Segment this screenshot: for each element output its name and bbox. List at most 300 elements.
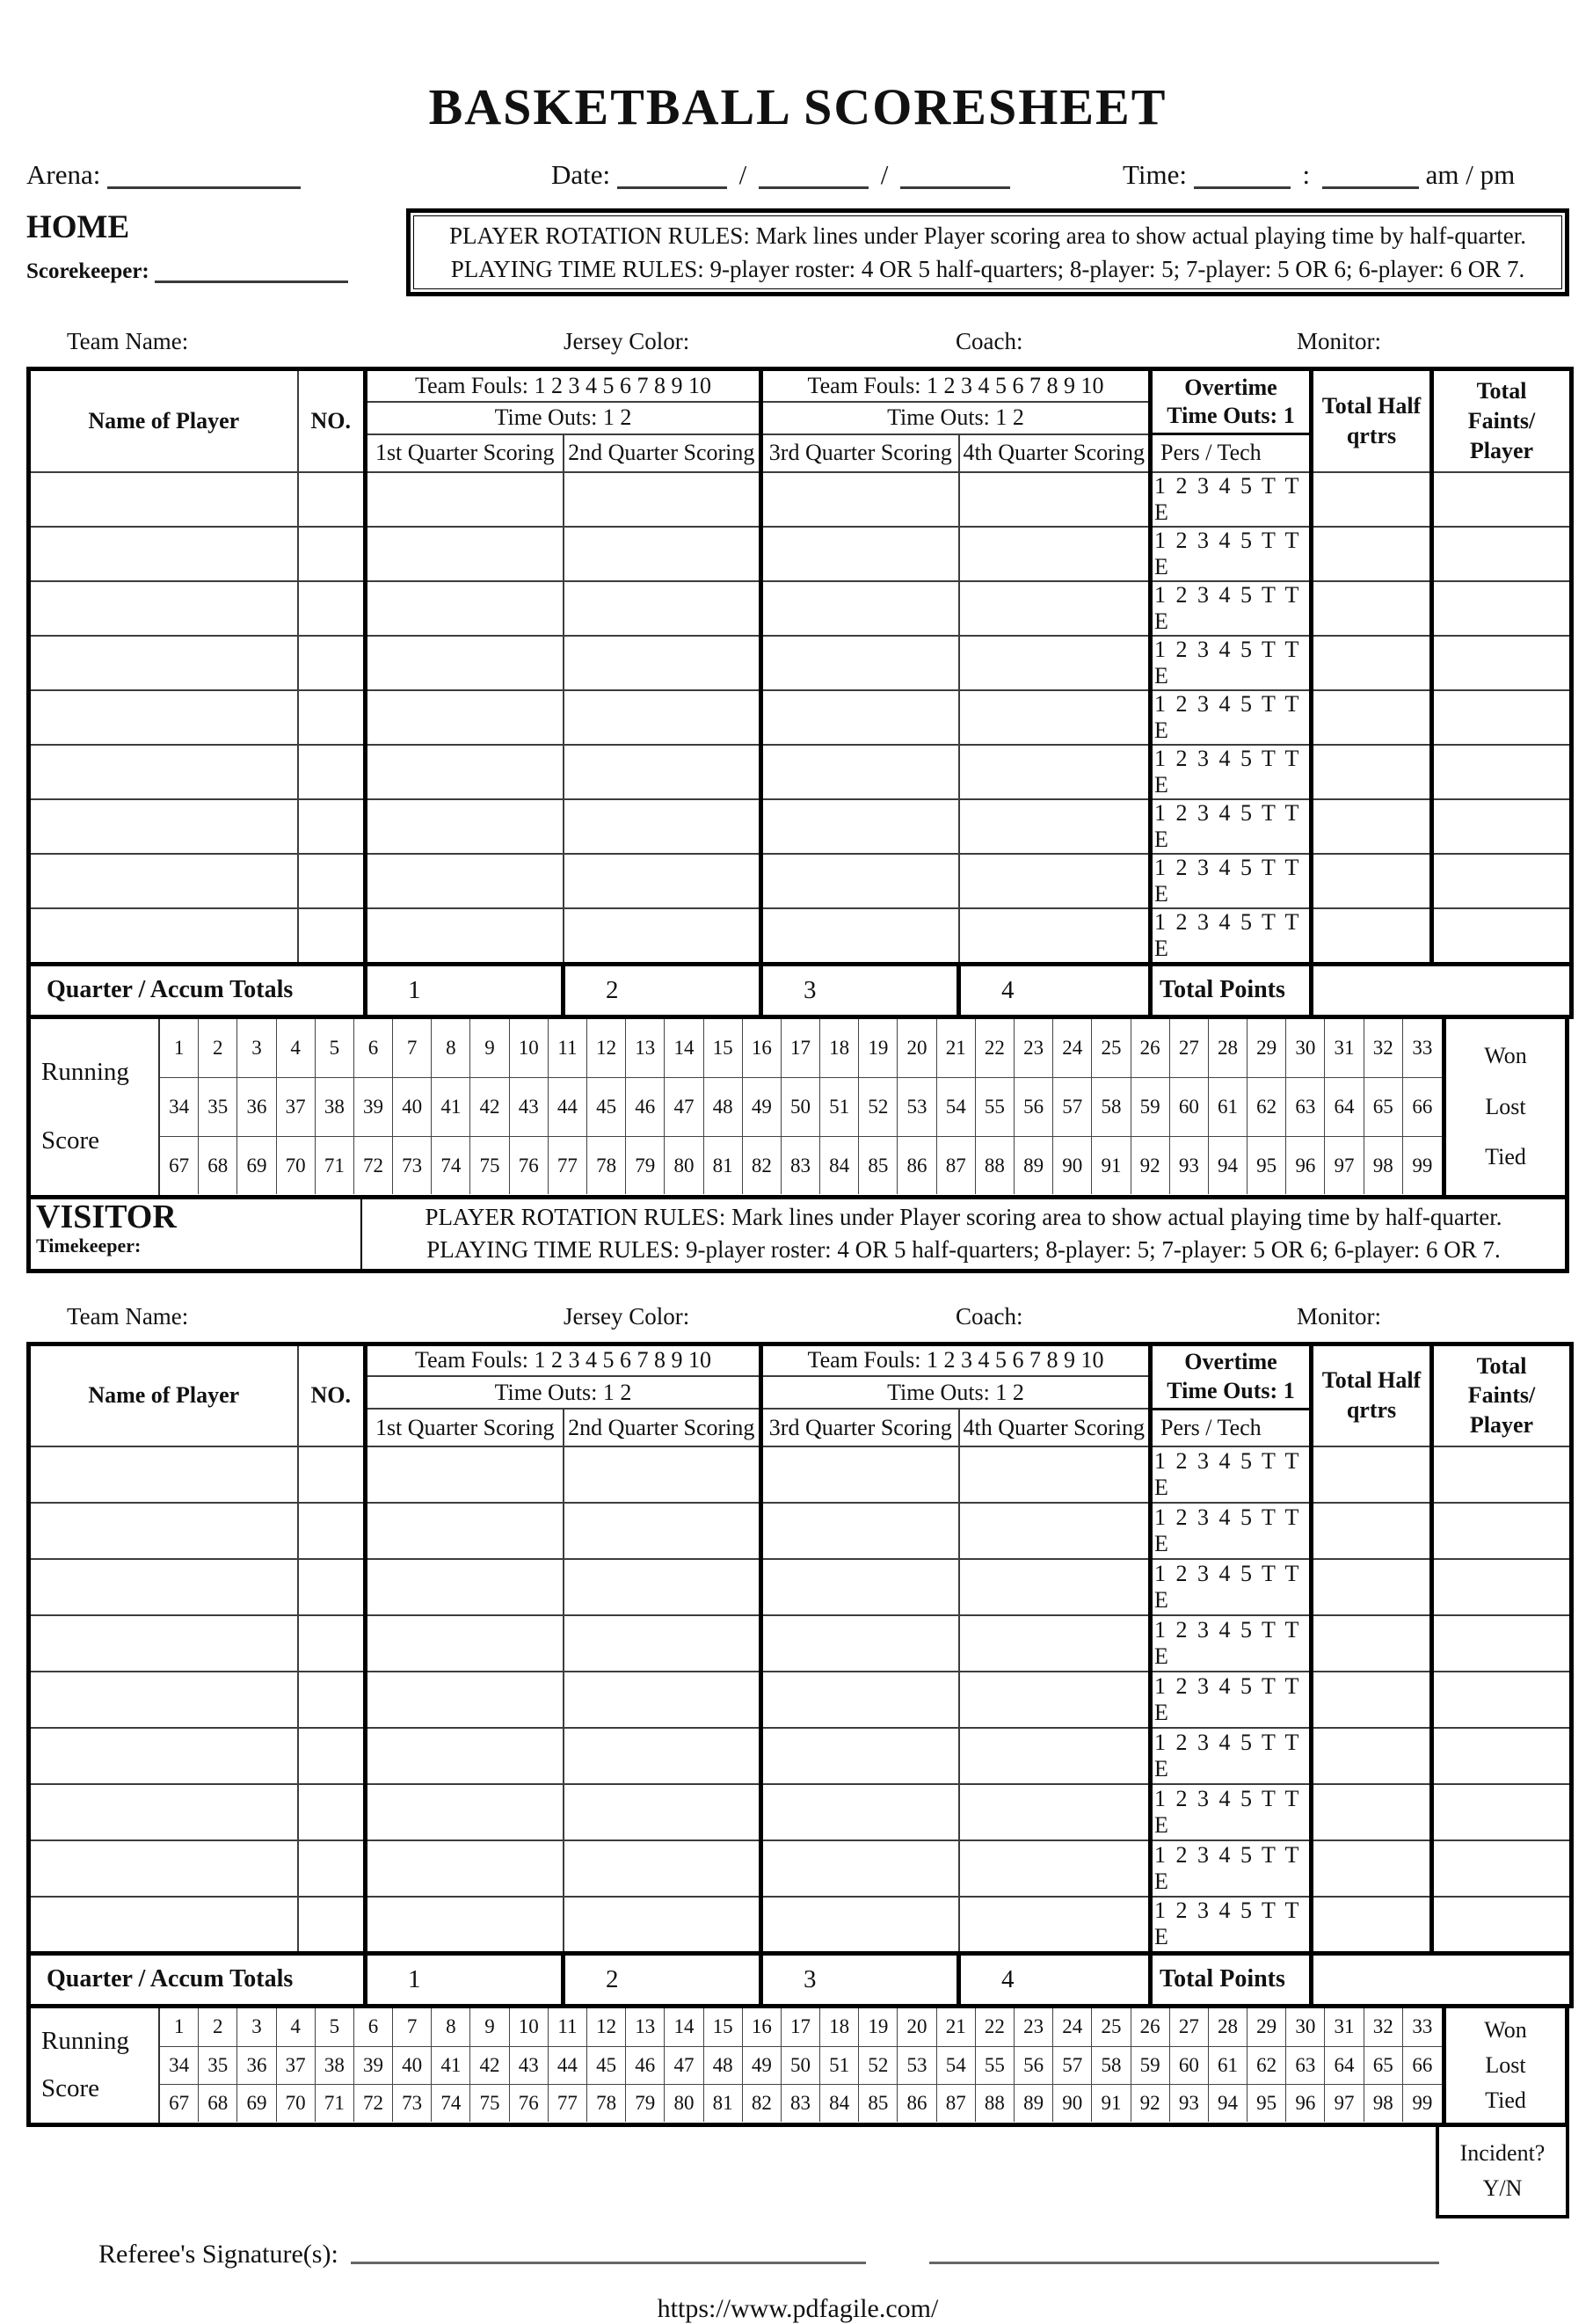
quarter3-scoring-cell[interactable]: [761, 636, 959, 690]
running-score-cell[interactable]: 57: [1053, 2046, 1092, 2084]
running-score-cell[interactable]: 61: [1209, 1077, 1247, 1136]
quarter4-scoring-cell[interactable]: [959, 745, 1151, 799]
running-score-cell[interactable]: 69: [237, 2084, 276, 2122]
quarter3-scoring-cell[interactable]: [761, 1672, 959, 1728]
running-score-cell[interactable]: 66: [1403, 2046, 1442, 2084]
player-number-cell[interactable]: [298, 908, 366, 965]
quarter4-scoring-cell[interactable]: [959, 1615, 1151, 1672]
quarter1-scoring-cell[interactable]: [366, 1615, 564, 1672]
quarter2-scoring-cell[interactable]: [564, 1672, 761, 1728]
running-score-cell[interactable]: 61: [1209, 2046, 1247, 2084]
total-points-entry-cell[interactable]: [1312, 1953, 1572, 2006]
personal-technical-fouls-cell[interactable]: 1 2 3 4 5 T T E: [1151, 1446, 1312, 1503]
total-points-entry-cell[interactable]: [1312, 964, 1572, 1016]
running-score-cell[interactable]: 70: [277, 1136, 316, 1195]
running-score-cell[interactable]: 35: [199, 2046, 237, 2084]
running-score-cell[interactable]: 22: [976, 1019, 1015, 1078]
total-faints-cell[interactable]: [1432, 527, 1572, 581]
player-number-cell[interactable]: [298, 1728, 366, 1784]
running-score-cell[interactable]: 11: [549, 2008, 587, 2046]
running-score-cell[interactable]: 39: [354, 1077, 393, 1136]
quarter4-scoring-cell[interactable]: [959, 1840, 1151, 1897]
running-score-cell[interactable]: 57: [1053, 1077, 1092, 1136]
quarter4-scoring-cell[interactable]: [959, 1728, 1151, 1784]
running-score-cell[interactable]: 81: [704, 1136, 743, 1195]
total-faints-cell[interactable]: [1432, 799, 1572, 854]
running-score-cell[interactable]: 3: [237, 1019, 276, 1078]
running-score-cell[interactable]: 9: [470, 1019, 509, 1078]
arena-blank[interactable]: [107, 163, 301, 189]
running-score-cell[interactable]: 92: [1131, 1136, 1170, 1195]
running-score-cell[interactable]: 76: [510, 2084, 549, 2122]
quarter3-scoring-cell[interactable]: [761, 690, 959, 745]
running-score-cell[interactable]: 47: [665, 1077, 703, 1136]
running-score-cell[interactable]: 5: [316, 1019, 354, 1078]
running-score-cell[interactable]: 31: [1325, 1019, 1364, 1078]
running-score-cell[interactable]: 88: [976, 2084, 1015, 2122]
running-score-cell[interactable]: 93: [1170, 2084, 1209, 2122]
running-score-cell[interactable]: 84: [820, 1136, 859, 1195]
running-score-cell[interactable]: 91: [1092, 2084, 1131, 2122]
quarter4-scoring-cell[interactable]: [959, 527, 1151, 581]
running-score-cell[interactable]: 27: [1170, 1019, 1209, 1078]
quarter2-scoring-cell[interactable]: [564, 1840, 761, 1897]
running-score-cell[interactable]: 10: [510, 1019, 549, 1078]
overtime-timeouts-header[interactable]: [1151, 1344, 1312, 1409]
scorekeeper-blank[interactable]: [155, 257, 348, 283]
running-score-cell[interactable]: 28: [1209, 2008, 1247, 2046]
running-score-cell[interactable]: 49: [743, 1077, 782, 1136]
quarter1-scoring-cell[interactable]: [366, 1503, 564, 1559]
running-score-cell[interactable]: 81: [704, 2084, 743, 2122]
quarter3-scoring-cell[interactable]: [761, 799, 959, 854]
running-score-cell[interactable]: 4: [277, 1019, 316, 1078]
running-score-cell[interactable]: 17: [782, 1019, 820, 1078]
quarter2-scoring-cell[interactable]: [564, 1615, 761, 1672]
quarter3-total-cell[interactable]: 3: [761, 964, 959, 1016]
quarter3-scoring-cell[interactable]: [761, 527, 959, 581]
running-score-cell[interactable]: 92: [1131, 2084, 1170, 2122]
quarter3-scoring-cell[interactable]: [761, 1840, 959, 1897]
quarter3-scoring-cell[interactable]: [761, 854, 959, 908]
player-number-cell[interactable]: [298, 1897, 366, 1953]
quarter2-scoring-cell[interactable]: [564, 1897, 761, 1953]
quarter3-scoring-cell[interactable]: [761, 1615, 959, 1672]
running-score-cell[interactable]: 30: [1286, 1019, 1325, 1078]
running-score-cell[interactable]: 63: [1286, 1077, 1325, 1136]
running-score-cell[interactable]: 75: [470, 2084, 509, 2122]
running-score-cell[interactable]: 32: [1364, 2008, 1403, 2046]
player-number-cell[interactable]: [298, 745, 366, 799]
running-score-cell[interactable]: 91: [1092, 1136, 1131, 1195]
total-half-quarters-cell[interactable]: [1312, 854, 1432, 908]
running-score-cell[interactable]: 33: [1412, 2015, 1433, 2038]
running-score-cell[interactable]: 56: [1015, 1077, 1053, 1136]
quarter4-scoring-cell[interactable]: [959, 1446, 1151, 1503]
running-score-cell[interactable]: 97: [1325, 2084, 1364, 2122]
time-minute-blank[interactable]: [1322, 163, 1419, 189]
quarter4-scoring-cell[interactable]: [959, 581, 1151, 636]
personal-technical-fouls-cell[interactable]: 1 2 3 4 5 T T E: [1151, 745, 1312, 799]
player-number-cell[interactable]: [298, 1446, 366, 1503]
running-score-cell[interactable]: 38: [316, 2046, 354, 2084]
running-score-cell[interactable]: 11: [549, 1019, 587, 1078]
personal-technical-fouls-cell[interactable]: 1 2 3 4 5 T T E: [1151, 854, 1312, 908]
running-score-cell[interactable]: 79: [626, 1136, 665, 1195]
result-tied[interactable]: Tied: [1485, 1144, 1526, 1169]
running-score-cell[interactable]: 34: [160, 2046, 199, 2084]
quarter4-total-cell[interactable]: 4: [959, 964, 1151, 1016]
result-won[interactable]: Won: [1484, 1043, 1527, 1068]
quarter1-total-cell[interactable]: 1: [366, 964, 564, 1016]
total-half-quarters-cell[interactable]: [1312, 1446, 1432, 1503]
quarter4-scoring-cell[interactable]: [959, 1672, 1151, 1728]
total-faints-cell[interactable]: [1432, 1615, 1572, 1672]
total-half-quarters-cell[interactable]: [1312, 1897, 1432, 1953]
running-score-cell[interactable]: 45: [587, 1077, 626, 1136]
quarter4-scoring-cell[interactable]: [959, 1784, 1151, 1840]
total-half-quarters-cell[interactable]: [1312, 1840, 1432, 1897]
result-won[interactable]: Won: [1484, 2016, 1527, 2043]
quarter2-scoring-cell[interactable]: [564, 690, 761, 745]
quarter3-scoring-cell[interactable]: [761, 1559, 959, 1615]
running-score-cell[interactable]: 42: [470, 1077, 509, 1136]
running-score-cell[interactable]: 78: [587, 1136, 626, 1195]
running-score-cell[interactable]: 70: [277, 2084, 316, 2122]
running-score-cell[interactable]: 56: [1015, 2046, 1053, 2084]
running-score-cell[interactable]: 78: [587, 2084, 626, 2122]
running-score-cell[interactable]: 87: [937, 2084, 976, 2122]
player-number-cell[interactable]: [298, 472, 366, 527]
running-score-cell[interactable]: 19: [859, 1019, 898, 1078]
total-faints-cell[interactable]: [1432, 1446, 1572, 1503]
timeouts-header-second-half[interactable]: Time Outs: 1 2: [761, 402, 1151, 434]
personal-technical-fouls-cell[interactable]: 1 2 3 4 5 T T E: [1151, 1615, 1312, 1672]
quarter3-total-cell[interactable]: 3: [761, 1953, 959, 2006]
total-faints-cell[interactable]: [1432, 636, 1572, 690]
running-score-cell[interactable]: 79: [626, 2084, 665, 2122]
quarter2-total-cell[interactable]: 2: [564, 964, 761, 1016]
quarter2-scoring-cell[interactable]: [564, 1559, 761, 1615]
total-half-quarters-cell[interactable]: [1312, 1672, 1432, 1728]
personal-technical-fouls-cell[interactable]: 1 2 3 4 5 T T E: [1151, 636, 1312, 690]
running-score-cell[interactable]: 68: [199, 2084, 237, 2122]
running-score-cell[interactable]: 71: [316, 2084, 354, 2122]
running-score-cell[interactable]: 37: [277, 1077, 316, 1136]
quarter1-scoring-cell[interactable]: [366, 527, 564, 581]
player-name-cell[interactable]: [29, 908, 298, 965]
quarter1-scoring-cell[interactable]: [366, 1840, 564, 1897]
running-score-cell[interactable]: 13: [626, 2008, 665, 2046]
running-score-cell[interactable]: 24: [1053, 1019, 1092, 1078]
quarter4-scoring-cell[interactable]: [959, 690, 1151, 745]
running-score-cell[interactable]: 29: [1247, 1019, 1286, 1078]
running-score-cell[interactable]: 93: [1170, 1136, 1209, 1195]
quarter1-scoring-cell[interactable]: [366, 1559, 564, 1615]
running-score-cell[interactable]: 35: [199, 1077, 237, 1136]
quarter1-scoring-cell[interactable]: [366, 1897, 564, 1953]
timeouts-header-second-half[interactable]: Time Outs: 1 2: [761, 1376, 1151, 1409]
quarter1-scoring-cell[interactable]: [366, 908, 564, 965]
running-score-cell[interactable]: 37: [277, 2046, 316, 2084]
quarter2-scoring-cell[interactable]: [564, 1503, 761, 1559]
player-name-cell[interactable]: [29, 527, 298, 581]
quarter2-scoring-cell[interactable]: [564, 472, 761, 527]
player-name-cell[interactable]: [29, 1503, 298, 1559]
running-score-cell[interactable]: 15: [704, 2008, 743, 2046]
quarter3-scoring-cell[interactable]: [761, 472, 959, 527]
running-score-cell[interactable]: 26: [1131, 1019, 1170, 1078]
running-score-cell[interactable]: 64: [1325, 2046, 1364, 2084]
timeouts-header-first-half[interactable]: Time Outs: 1 2: [366, 1376, 761, 1409]
running-score-cell[interactable]: 77: [549, 1136, 587, 1195]
running-score-cell[interactable]: 51: [820, 2046, 859, 2084]
running-score-cell[interactable]: 69: [237, 1136, 276, 1195]
quarter2-scoring-cell[interactable]: [564, 636, 761, 690]
quarter2-scoring-cell[interactable]: [564, 527, 761, 581]
running-score-cell[interactable]: 43: [510, 1077, 549, 1136]
running-score-cell[interactable]: 82: [743, 1136, 782, 1195]
player-name-cell[interactable]: [29, 1784, 298, 1840]
quarter3-scoring-cell[interactable]: [761, 745, 959, 799]
running-score-cell[interactable]: 5: [316, 2008, 354, 2046]
total-faints-cell[interactable]: [1432, 854, 1572, 908]
running-score-cell[interactable]: 21: [937, 2008, 976, 2046]
running-score-cell[interactable]: 27: [1170, 2008, 1209, 2046]
quarter4-scoring-cell[interactable]: [959, 1897, 1151, 1953]
running-score-cell[interactable]: 62: [1247, 1077, 1286, 1136]
running-score-cell[interactable]: 77: [549, 2084, 587, 2122]
referee-signature-line-2[interactable]: [929, 2262, 1439, 2264]
running-score-cell[interactable]: 72: [354, 1136, 393, 1195]
running-score-cell[interactable]: 88: [976, 1136, 1015, 1195]
quarter3-scoring-cell[interactable]: [761, 581, 959, 636]
running-score-cell[interactable]: 60: [1170, 1077, 1209, 1136]
running-score-cell[interactable]: 83: [782, 2084, 820, 2122]
quarter1-scoring-cell[interactable]: [366, 472, 564, 527]
total-half-quarters-cell[interactable]: [1312, 1503, 1432, 1559]
player-name-cell[interactable]: [29, 581, 298, 636]
running-score-cell[interactable]: 23: [1015, 2008, 1053, 2046]
player-number-cell[interactable]: [298, 527, 366, 581]
running-score-cell[interactable]: 82: [743, 2084, 782, 2122]
personal-technical-fouls-cell[interactable]: 1 2 3 4 5 T T E: [1151, 1672, 1312, 1728]
quarter3-scoring-cell[interactable]: [761, 1784, 959, 1840]
running-score-cell[interactable]: 86: [898, 2084, 936, 2122]
personal-technical-fouls-cell[interactable]: 1 2 3 4 5 T T E: [1151, 1503, 1312, 1559]
player-name-cell[interactable]: [29, 1728, 298, 1784]
quarter3-scoring-cell[interactable]: [761, 908, 959, 965]
total-faints-cell[interactable]: [1432, 581, 1572, 636]
running-score-cell[interactable]: 62: [1247, 2046, 1286, 2084]
running-score-cell[interactable]: 40: [393, 1077, 432, 1136]
running-score-cell[interactable]: 16: [743, 2008, 782, 2046]
running-score-cell[interactable]: 63: [1286, 2046, 1325, 2084]
quarter1-scoring-cell[interactable]: [366, 1672, 564, 1728]
date-day-blank[interactable]: [759, 163, 869, 189]
personal-technical-fouls-cell[interactable]: 1 2 3 4 5 T T E: [1151, 1840, 1312, 1897]
running-score-cell[interactable]: 98: [1364, 2084, 1403, 2122]
personal-technical-fouls-cell[interactable]: 1 2 3 4 5 T T E: [1151, 1559, 1312, 1615]
running-score-cell[interactable]: 95: [1247, 2084, 1286, 2122]
running-score-cell[interactable]: 72: [354, 2084, 393, 2122]
player-name-cell[interactable]: [29, 636, 298, 690]
quarter2-total-cell[interactable]: 2: [564, 1953, 761, 2006]
running-score-cell[interactable]: 21: [937, 1019, 976, 1078]
quarter2-scoring-cell[interactable]: [564, 799, 761, 854]
running-score-cell[interactable]: 99: [1403, 2084, 1442, 2122]
running-score-cell[interactable]: 83: [782, 1136, 820, 1195]
running-score-cell[interactable]: 52: [859, 2046, 898, 2084]
running-score-cell[interactable]: 55: [976, 2046, 1015, 2084]
date-year-blank[interactable]: [900, 163, 1010, 189]
running-score-cell[interactable]: 97: [1325, 1136, 1364, 1195]
quarter2-scoring-cell[interactable]: [564, 1446, 761, 1503]
running-score-cell[interactable]: 52: [859, 1077, 898, 1136]
running-score-cell[interactable]: 7: [393, 2008, 432, 2046]
player-number-cell[interactable]: [298, 1615, 366, 1672]
total-half-quarters-cell[interactable]: [1312, 799, 1432, 854]
player-number-cell[interactable]: [298, 581, 366, 636]
personal-technical-fouls-cell[interactable]: 1 2 3 4 5 T T E: [1151, 527, 1312, 581]
running-score-cell[interactable]: 65: [1364, 2046, 1403, 2084]
personal-technical-fouls-cell[interactable]: 1 2 3 4 5 T T E: [1151, 472, 1312, 527]
player-name-cell[interactable]: [29, 799, 298, 854]
running-score-cell[interactable]: 45: [587, 2046, 626, 2084]
total-faints-cell[interactable]: [1432, 745, 1572, 799]
player-name-cell[interactable]: [29, 1897, 298, 1953]
quarter1-scoring-cell[interactable]: [366, 1446, 564, 1503]
total-faints-cell[interactable]: [1432, 1784, 1572, 1840]
player-name-cell[interactable]: [29, 1840, 298, 1897]
player-name-cell[interactable]: [29, 854, 298, 908]
quarter3-scoring-cell[interactable]: [761, 1897, 959, 1953]
running-score-cell[interactable]: 73: [393, 2084, 432, 2122]
ampm-label[interactable]: am / pm: [1425, 159, 1516, 190]
running-score-cell[interactable]: 23: [1015, 1019, 1053, 1078]
running-score-cell[interactable]: 54: [937, 2046, 976, 2084]
player-number-cell[interactable]: [298, 636, 366, 690]
running-score-cell[interactable]: 41: [432, 1077, 470, 1136]
running-score-cell[interactable]: 74: [432, 2084, 470, 2122]
running-score-cell[interactable]: 20: [898, 2008, 936, 2046]
timeouts-header-first-half[interactable]: Time Outs: 1 2: [366, 402, 761, 434]
running-score-cell[interactable]: 44: [549, 2046, 587, 2084]
total-faints-cell[interactable]: [1432, 1672, 1572, 1728]
result-lost[interactable]: Lost: [1485, 1093, 1526, 1119]
total-half-quarters-cell[interactable]: [1312, 1784, 1432, 1840]
personal-technical-fouls-cell[interactable]: 1 2 3 4 5 T T E: [1151, 1784, 1312, 1840]
quarter3-scoring-cell[interactable]: [761, 1503, 959, 1559]
running-score-cell[interactable]: 14: [665, 2008, 703, 2046]
incident-yn-label[interactable]: Y/N: [1482, 2175, 1523, 2201]
running-score-cell[interactable]: 17: [782, 2008, 820, 2046]
quarter3-scoring-cell[interactable]: [761, 1446, 959, 1503]
running-score-cell[interactable]: 48: [704, 1077, 743, 1136]
running-score-cell[interactable]: 85: [859, 1136, 898, 1195]
player-name-cell[interactable]: [29, 1615, 298, 1672]
personal-technical-fouls-cell[interactable]: 1 2 3 4 5 T T E: [1151, 690, 1312, 745]
running-score-cell[interactable]: 99: [1403, 1136, 1442, 1195]
quarter1-scoring-cell[interactable]: [366, 1784, 564, 1840]
running-score-cell[interactable]: 33: [1412, 1036, 1433, 1059]
team-fouls-header-first-half[interactable]: Team Fouls: 1 2 3 4 5 6 7 8 9 10: [366, 1344, 761, 1376]
running-score-cell[interactable]: 2: [199, 1019, 237, 1078]
running-score-cell[interactable]: 50: [782, 2046, 820, 2084]
running-score-cell[interactable]: 7: [393, 1019, 432, 1078]
result-tied[interactable]: Tied: [1485, 2087, 1526, 2113]
running-score-cell[interactable]: 73: [393, 1136, 432, 1195]
running-score-cell[interactable]: 50: [782, 1077, 820, 1136]
total-half-quarters-cell[interactable]: [1312, 745, 1432, 799]
running-score-cell[interactable]: 42: [470, 2046, 509, 2084]
total-half-quarters-cell[interactable]: [1312, 581, 1432, 636]
player-number-cell[interactable]: [298, 799, 366, 854]
running-score-cell[interactable]: 94: [1209, 1136, 1247, 1195]
running-score-cell[interactable]: 67: [160, 2084, 199, 2122]
running-score-cell[interactable]: 4: [277, 2008, 316, 2046]
referee-signature-line-1[interactable]: [351, 2262, 866, 2264]
team-fouls-header-first-half[interactable]: Team Fouls: 1 2 3 4 5 6 7 8 9 10: [366, 369, 761, 402]
running-score-cell[interactable]: 48: [704, 2046, 743, 2084]
running-score-cell[interactable]: 85: [859, 2084, 898, 2122]
running-score-cell[interactable]: 90: [1053, 2084, 1092, 2122]
running-score-cell[interactable]: 59: [1131, 1077, 1170, 1136]
total-half-quarters-cell[interactable]: [1312, 636, 1432, 690]
running-score-cell[interactable]: 41: [432, 2046, 470, 2084]
running-score-cell[interactable]: 89: [1015, 1136, 1053, 1195]
quarter1-scoring-cell[interactable]: [366, 745, 564, 799]
quarter1-scoring-cell[interactable]: [366, 636, 564, 690]
total-faints-cell[interactable]: [1432, 1728, 1572, 1784]
running-score-cell[interactable]: 53: [898, 1077, 936, 1136]
running-score-cell[interactable]: 66: [1403, 1077, 1442, 1136]
running-score-cell[interactable]: 64: [1325, 1077, 1364, 1136]
running-score-cell[interactable]: 43: [510, 2046, 549, 2084]
total-half-quarters-cell[interactable]: [1312, 908, 1432, 965]
personal-technical-fouls-cell[interactable]: 1 2 3 4 5 T T E: [1151, 1897, 1312, 1953]
running-score-cell[interactable]: 40: [393, 2046, 432, 2084]
quarter4-scoring-cell[interactable]: [959, 636, 1151, 690]
personal-technical-fouls-cell[interactable]: 1 2 3 4 5 T T E: [1151, 1728, 1312, 1784]
quarter4-scoring-cell[interactable]: [959, 854, 1151, 908]
running-score-cell[interactable]: 28: [1209, 1019, 1247, 1078]
player-number-cell[interactable]: [298, 854, 366, 908]
player-name-cell[interactable]: [29, 1559, 298, 1615]
time-hour-blank[interactable]: [1194, 163, 1291, 189]
player-name-cell[interactable]: [29, 1446, 298, 1503]
running-score-cell[interactable]: 8: [432, 1019, 470, 1078]
running-score-cell[interactable]: 8: [432, 2008, 470, 2046]
running-score-cell[interactable]: 46: [626, 2046, 665, 2084]
running-score-cell[interactable]: 3: [237, 2008, 276, 2046]
running-score-cell[interactable]: 96: [1286, 2084, 1325, 2122]
total-half-quarters-cell[interactable]: [1312, 690, 1432, 745]
running-score-cell[interactable]: 18: [820, 1019, 859, 1078]
running-score-cell[interactable]: 36: [237, 1077, 276, 1136]
running-score-cell[interactable]: 2: [199, 2008, 237, 2046]
personal-technical-fouls-cell[interactable]: 1 2 3 4 5 T T E: [1151, 799, 1312, 854]
running-score-cell[interactable]: 31: [1325, 2008, 1364, 2046]
player-name-cell[interactable]: [29, 1672, 298, 1728]
running-score-cell[interactable]: 32: [1364, 1019, 1403, 1078]
running-score-cell[interactable]: 6: [354, 1019, 393, 1078]
running-score-cell[interactable]: 1: [160, 1019, 199, 1078]
total-half-quarters-cell[interactable]: [1312, 1559, 1432, 1615]
running-score-cell[interactable]: 54: [937, 1077, 976, 1136]
quarter4-scoring-cell[interactable]: [959, 908, 1151, 965]
quarter2-scoring-cell[interactable]: [564, 908, 761, 965]
